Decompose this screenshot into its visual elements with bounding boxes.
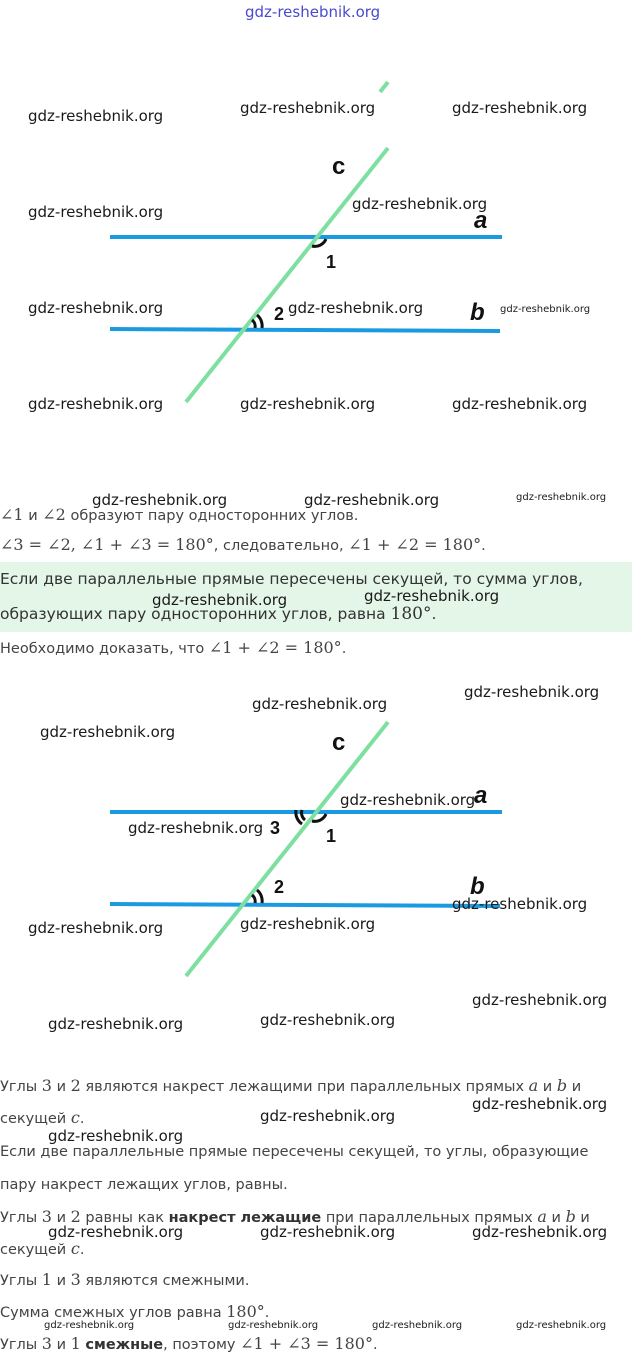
math-expression: ∠1 + ∠2 = 180°: [208, 638, 342, 657]
text: Необходимо доказать, что: [0, 641, 209, 657]
watermark: gdz-reshebnik.org: [288, 299, 424, 317]
math-expression: ∠3 = ∠2, ∠1 + ∠3 = 180°: [0, 535, 214, 554]
text: Углы: [0, 1210, 42, 1226]
watermark: gdz-reshebnik.org: [352, 195, 488, 213]
math-number: 1: [70, 1334, 81, 1353]
watermark: gdz-reshebnik.org: [260, 1107, 396, 1125]
paragraph-2-line-2: пару накрест лежащих углов, равны.: [0, 1177, 288, 1193]
label-c: c: [332, 153, 346, 180]
label-2: 2: [274, 877, 285, 897]
label-c: c: [332, 729, 346, 756]
paragraph-2-line-1: Если две параллельные прямые пересечены секущей, то углы, образующие: [0, 1144, 589, 1160]
text: .: [481, 538, 486, 554]
theorem-line-1: Если две параллельные прямые пересечены секущей, то сумма углов,: [0, 570, 583, 588]
bold-term: смежные: [85, 1337, 164, 1353]
paragraph-4: [0, 1270, 249, 1291]
text: Углы: [0, 1079, 42, 1095]
math-angle: ∠1: [0, 505, 24, 524]
math-value: 180°: [226, 1302, 265, 1321]
line-b: [110, 329, 500, 331]
text: и: [51, 1079, 71, 1095]
math-number: 2: [70, 1207, 81, 1226]
watermark: gdz-reshebnik.org: [516, 1320, 607, 1331]
text: и: [546, 1210, 566, 1226]
label-1: 1: [326, 252, 337, 272]
watermark: gdz-reshebnik.org: [128, 819, 264, 837]
watermark: gdz-reshebnik.org: [452, 895, 588, 913]
transversal-c: [186, 722, 388, 976]
watermark: gdz-reshebnik.org: [260, 1011, 396, 1029]
text: Сумма смежных углов равна: [0, 1305, 227, 1321]
math-expression: ∠1 + ∠2 = 180°: [348, 535, 482, 554]
watermark: gdz-reshebnik.org: [472, 1095, 608, 1113]
watermark: gdz-reshebnik.org: [48, 1223, 184, 1241]
math-variable: b: [565, 1207, 576, 1226]
label-a: a: [474, 207, 488, 234]
angle-2-arc-inner: [252, 320, 255, 328]
watermark: gdz-reshebnik.org: [48, 1127, 184, 1145]
watermark: gdz-reshebnik.org: [364, 587, 500, 605]
watermark: gdz-reshebnik.org: [28, 919, 164, 937]
watermark: gdz-reshebnik.org: [44, 1320, 135, 1331]
line-b: [110, 904, 500, 906]
text: .: [372, 1337, 378, 1353]
text: равны как: [80, 1210, 169, 1226]
text: Углы: [0, 1273, 42, 1289]
text: при параллельных прямых: [321, 1210, 538, 1226]
text: секущей: [0, 1242, 71, 1258]
watermark: gdz-reshebnik.org: [464, 683, 600, 701]
text: Углы: [0, 1337, 42, 1353]
watermark: gdz-reshebnik.org: [500, 304, 591, 315]
text: .: [341, 641, 347, 657]
text-line-2: [0, 535, 486, 556]
angle-2-arc: [257, 315, 262, 328]
watermark: gdz-reshebnik.org: [516, 492, 607, 503]
text: и: [23, 508, 43, 524]
math-variable: a: [528, 1076, 539, 1095]
watermark: gdz-reshebnik.org: [252, 695, 388, 713]
watermark: gdz-reshebnik.org: [372, 1320, 463, 1331]
label-3: 3: [270, 818, 281, 838]
figure-2: [0, 700, 632, 1020]
watermark: gdz-reshebnik.org: [40, 723, 176, 741]
label-a: a: [474, 782, 488, 809]
text: .: [79, 1111, 85, 1127]
watermark: gdz-reshebnik.org: [260, 1223, 396, 1241]
text: .: [264, 1305, 270, 1321]
label-b: b: [470, 873, 485, 900]
math-number: 3: [41, 1076, 52, 1095]
bold-term: накрест лежащие: [168, 1210, 322, 1226]
math-variable: c: [70, 1239, 80, 1258]
text: и: [51, 1337, 71, 1353]
text: образующих пару односторонних углов, равна: [0, 605, 391, 623]
watermark: gdz-reshebnik.org: [304, 491, 440, 509]
watermark: gdz-reshebnik.org: [245, 3, 381, 21]
watermark: gdz-reshebnik.org: [472, 1223, 608, 1241]
paragraph-6: [0, 1334, 378, 1355]
math-variable: c: [70, 1108, 80, 1127]
math-expression: ∠1 + ∠3 = 180°: [240, 1334, 373, 1353]
watermark: gdz-reshebnik.org: [152, 591, 288, 609]
text: и: [51, 1210, 71, 1226]
text: , поэтому: [163, 1337, 241, 1353]
watermark: gdz-reshebnik.org: [228, 1320, 319, 1331]
watermark: gdz-reshebnik.org: [28, 395, 164, 413]
watermark: gdz-reshebnik.org: [340, 791, 476, 809]
watermark: gdz-reshebnik.org: [452, 395, 588, 413]
transversal-c-tip: [380, 82, 388, 92]
watermark: gdz-reshebnik.org: [92, 491, 228, 509]
text-line-3: [0, 638, 346, 659]
angle-2-arc-inner: [252, 895, 255, 903]
label-b: b: [470, 299, 485, 326]
text: и: [575, 1210, 590, 1226]
text: являются накрест лежащими при параллельных прямых: [80, 1079, 529, 1095]
watermark: gdz-reshebnik.org: [452, 99, 588, 117]
math-number: 3: [41, 1207, 52, 1226]
text: , следовательно,: [213, 538, 349, 554]
watermark: gdz-reshebnik.org: [240, 915, 376, 933]
watermark: gdz-reshebnik.org: [48, 1015, 184, 1033]
math-number: 2: [70, 1076, 81, 1095]
paragraph-1-line-1: [0, 1076, 581, 1097]
math-variable: a: [537, 1207, 547, 1226]
text: являются смежными.: [80, 1273, 250, 1289]
transversal-c: [186, 148, 388, 402]
text: .: [431, 605, 437, 623]
text: и: [567, 1079, 582, 1095]
watermark: gdz-reshebnik.org: [472, 991, 608, 1009]
watermark: gdz-reshebnik.org: [28, 299, 164, 317]
text: образуют пару односторонних углов.: [65, 508, 359, 524]
text: секущей: [0, 1111, 71, 1127]
math-value: 180°: [390, 604, 432, 624]
label-2: 2: [274, 304, 285, 324]
text: и: [51, 1273, 71, 1289]
paragraph-1-line-2: [0, 1108, 84, 1129]
watermark: gdz-reshebnik.org: [28, 203, 164, 221]
math-angle: ∠2: [42, 505, 66, 524]
math-number: 3: [70, 1270, 81, 1289]
math-number: 1: [41, 1270, 52, 1289]
math-number: 3: [41, 1334, 52, 1353]
angle-2-arc: [257, 890, 262, 903]
text: .: [79, 1242, 85, 1258]
label-1: 1: [326, 826, 337, 846]
watermark: gdz-reshebnik.org: [240, 99, 376, 117]
text: и: [538, 1079, 557, 1095]
watermark: gdz-reshebnik.org: [240, 395, 376, 413]
math-variable: b: [556, 1076, 568, 1095]
watermark: gdz-reshebnik.org: [28, 107, 164, 125]
paragraph-3-line-2: [0, 1239, 84, 1260]
